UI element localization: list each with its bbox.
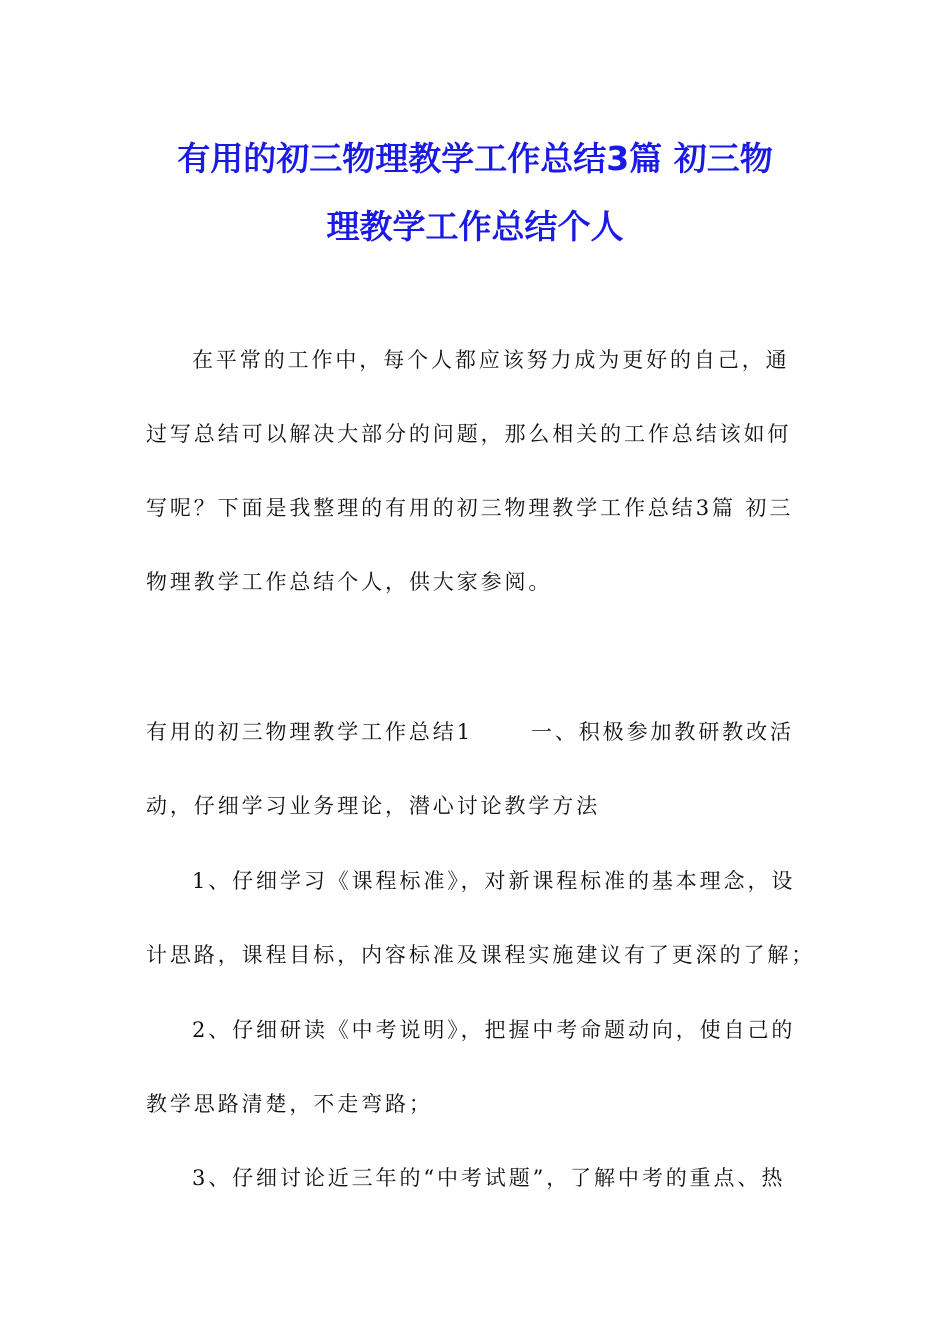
document-title-line-1: 有用的初三物理教学工作总结3篇 初三物 <box>177 139 773 178</box>
section-heading-line-1 <box>146 722 794 743</box>
item-1-line-1: 1、仔细学习《课程标准》，对新课程标准的基本理念，设 <box>192 869 796 893</box>
item-2-line-2: 教学思路清楚，不走弯路； <box>146 1092 433 1116</box>
intro-line-4: 物理教学工作总结个人，供大家参阅。 <box>146 570 553 594</box>
section-subtitle: 一、积极参加教研教改活 <box>530 720 794 744</box>
intro-line-3: 写呢？下面是我整理的有用的初三物理教学工作总结3篇 初三 <box>146 496 794 520</box>
section-title: 有用的初三物理教学工作总结1 <box>146 720 473 744</box>
item-2-line-1: 2、仔细研读《中考说明》，把握中考命题动向，使自己的 <box>192 1018 796 1042</box>
item-1-line-2: 计思路，课程目标，内容标准及课程实施建议有了更深的了解； <box>146 943 816 967</box>
document-title-line-2: 理教学工作总结个人 <box>326 207 624 246</box>
intro-line-1: 在平常的工作中，每个人都应该努力成为更好的自己，通 <box>192 348 790 372</box>
item-3-line-1: 3、仔细讨论近三年的“中考试题”，了解中考的重点、热 <box>192 1166 786 1190</box>
section-heading-line-2: 动，仔细学习业务理论，潜心讨论教学方法 <box>146 794 601 818</box>
intro-line-2: 过写总结可以解决大部分的问题，那么相关的工作总结该如何 <box>146 422 792 446</box>
